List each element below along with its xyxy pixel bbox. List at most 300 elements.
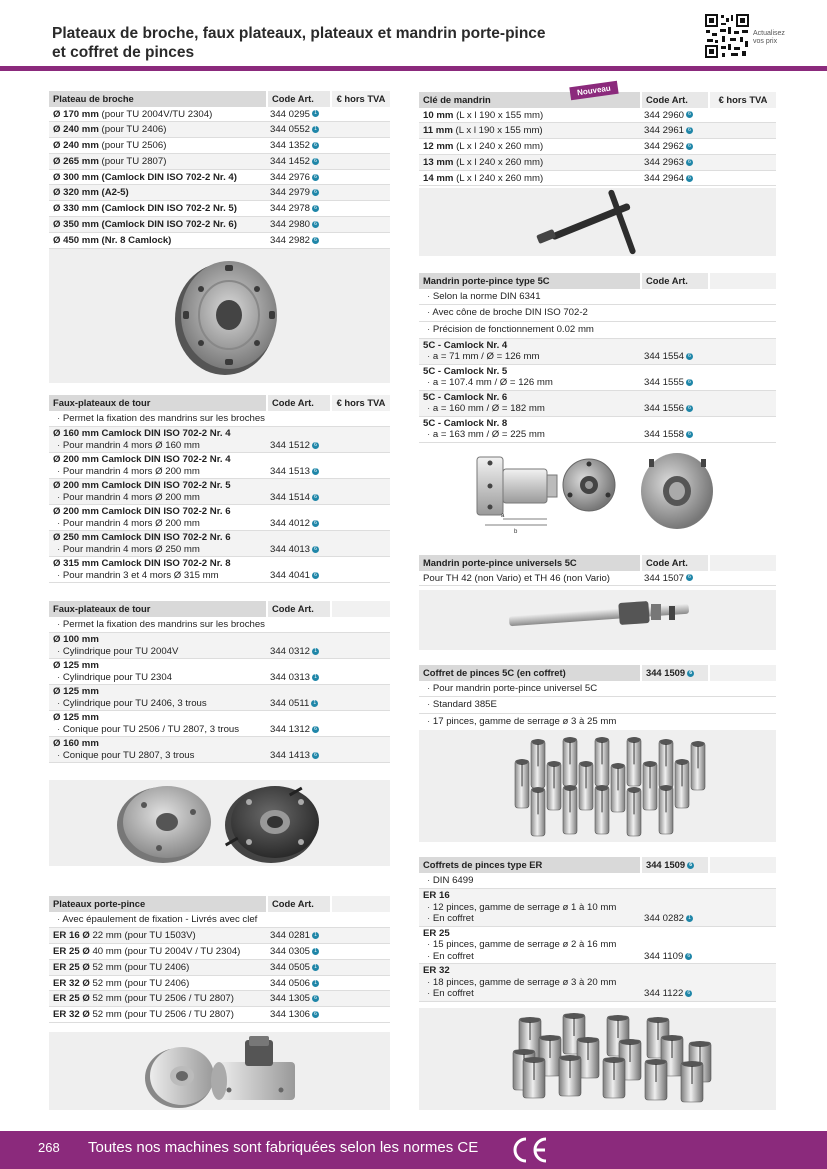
row-label bbox=[49, 233, 266, 248]
availability-dot-icon: 6 bbox=[312, 468, 319, 475]
table-row[interactable] bbox=[49, 531, 390, 557]
row-price bbox=[708, 890, 776, 925]
row-price bbox=[330, 558, 390, 581]
row-title: 5C - Camlock Nr. 5 bbox=[423, 365, 508, 377]
table-row[interactable] bbox=[49, 154, 390, 170]
table-row[interactable] bbox=[419, 873, 776, 890]
row-code bbox=[266, 724, 330, 736]
table-row[interactable] bbox=[49, 960, 390, 976]
row-label bbox=[49, 454, 266, 477]
row-detail: (L x l 190 x 155 mm) bbox=[452, 125, 543, 137]
article-code: 344 1413 bbox=[270, 749, 311, 761]
plateaux-porte-pince-table bbox=[49, 896, 390, 1023]
row-code bbox=[640, 429, 708, 441]
coffret-er-table bbox=[419, 857, 776, 1002]
plateau-table bbox=[49, 91, 390, 249]
row-price bbox=[330, 944, 390, 959]
article-code: 344 4041 bbox=[270, 569, 311, 581]
note-text: · Avec épaulement de fixation - Livrés avec clef bbox=[53, 914, 257, 925]
article-code: 344 0295 bbox=[270, 108, 311, 120]
cle-mandrin-table bbox=[419, 92, 776, 186]
availability-dot-icon: 1 bbox=[686, 915, 693, 922]
article-code: 344 1509 bbox=[646, 667, 686, 678]
row-label bbox=[49, 428, 266, 451]
table-row[interactable] bbox=[49, 427, 390, 453]
row-title: Ø 100 mm bbox=[53, 634, 99, 646]
row-price bbox=[708, 322, 776, 338]
article-code: 344 0312 bbox=[270, 645, 311, 657]
row-price bbox=[330, 617, 390, 633]
collets-er-icon bbox=[419, 1008, 776, 1110]
table-row[interactable] bbox=[419, 155, 776, 171]
table-row[interactable] bbox=[49, 685, 390, 711]
table-row[interactable] bbox=[419, 339, 776, 365]
row-code bbox=[266, 912, 330, 928]
article-code: 344 1512 bbox=[270, 439, 311, 451]
row-price bbox=[330, 1007, 390, 1022]
page-title bbox=[52, 24, 662, 62]
faceplate-pair-icon bbox=[49, 780, 390, 866]
note-text: · Précision de fonctionnement 0.02 mm bbox=[423, 324, 594, 335]
table-header bbox=[419, 555, 776, 571]
plateau-image bbox=[49, 249, 390, 383]
row-label bbox=[49, 185, 266, 200]
row-price bbox=[708, 418, 776, 441]
row-price bbox=[708, 681, 776, 697]
article-code: 344 2960 bbox=[644, 109, 685, 121]
row-title: Ø 240 mm bbox=[53, 124, 99, 136]
table-row[interactable] bbox=[419, 108, 776, 124]
availability-dot-icon: 6 bbox=[312, 520, 319, 527]
row-detail: · Cylindrique pour TU 2004V bbox=[53, 646, 266, 658]
header-code: Code Art. bbox=[266, 601, 330, 617]
row-code bbox=[266, 750, 330, 762]
row-price bbox=[330, 712, 390, 735]
table-row[interactable] bbox=[49, 122, 390, 138]
availability-dot-icon: 6 bbox=[685, 990, 692, 997]
availability-dot-icon: 6 bbox=[686, 127, 693, 134]
table-row[interactable] bbox=[49, 912, 390, 929]
header-code: Code Art. bbox=[266, 91, 330, 107]
row-detail: · Cylindrique pour TU 2304 bbox=[53, 672, 266, 684]
row-price bbox=[330, 506, 390, 529]
row-label bbox=[49, 660, 266, 683]
row-code bbox=[266, 154, 330, 169]
row-code bbox=[640, 139, 708, 154]
row-title: Ø 320 mm (A2-5) bbox=[53, 187, 129, 199]
row-title: 5C - Camlock Nr. 4 bbox=[423, 339, 508, 351]
row-title: 5C - Camlock Nr. 6 bbox=[423, 391, 508, 403]
table-row[interactable] bbox=[49, 737, 390, 763]
row-code bbox=[266, 570, 330, 582]
row-title: Ø 200 mm Camlock DIN ISO 702-2 Nr. 6 bbox=[53, 506, 231, 518]
row-title: 13 mm bbox=[423, 156, 454, 168]
row-price bbox=[330, 428, 390, 451]
collet bbox=[595, 785, 609, 834]
row-code bbox=[266, 518, 330, 530]
header-label: Plateau de broche bbox=[53, 93, 134, 104]
note-text: · DIN 6499 bbox=[423, 875, 473, 886]
collet bbox=[691, 741, 705, 790]
table-row[interactable] bbox=[49, 505, 390, 531]
table-row[interactable] bbox=[419, 927, 776, 965]
table-header bbox=[419, 273, 776, 289]
qr-note-line-2: vos prix bbox=[753, 38, 778, 45]
row-price bbox=[330, 660, 390, 683]
collet bbox=[659, 785, 673, 834]
row-title: ER 32 Ø bbox=[53, 1009, 90, 1021]
row-label bbox=[419, 418, 640, 441]
qr-code-icon[interactable] bbox=[704, 13, 750, 59]
row-code bbox=[266, 698, 330, 710]
table-row[interactable] bbox=[49, 201, 390, 217]
row-title: Ø 200 mm Camlock DIN ISO 702-2 Nr. 5 bbox=[53, 480, 231, 492]
row-price bbox=[330, 154, 390, 169]
collet bbox=[627, 737, 641, 786]
availability-dot-icon: 1 bbox=[311, 700, 318, 707]
table-row[interactable] bbox=[419, 417, 776, 443]
row-code bbox=[266, 928, 330, 943]
article-code: 344 2964 bbox=[644, 172, 685, 184]
availability-dot-icon: 6 bbox=[312, 572, 319, 579]
row-label bbox=[49, 122, 266, 137]
row-detail: · En coffret bbox=[423, 913, 640, 925]
row-detail: · Pour mandrin 4 mors Ø 160 mm bbox=[53, 440, 266, 452]
article-code: 344 1514 bbox=[270, 491, 311, 503]
row-label bbox=[49, 738, 266, 761]
row-detail: · Cylindrique pour TU 2406, 3 trous bbox=[53, 698, 266, 710]
row-detail: 52 mm (pour TU 2406) bbox=[89, 961, 190, 973]
row-price bbox=[330, 686, 390, 709]
header-label: Faux-plateaux de tour bbox=[53, 603, 151, 614]
row-detail: · 12 pinces, gamme de serrage ø 1 à 10 mm bbox=[423, 902, 640, 914]
availability-dot-icon: 1 bbox=[312, 674, 319, 681]
header-code: Code Art. bbox=[640, 92, 708, 108]
row-label bbox=[419, 139, 640, 154]
table-row[interactable] bbox=[419, 305, 776, 322]
row-code bbox=[640, 681, 708, 697]
row-title: ER 32 Ø bbox=[53, 977, 90, 989]
article-code: 344 1507 bbox=[644, 572, 685, 584]
availability-dot-icon: 6 bbox=[685, 953, 692, 960]
header-price bbox=[708, 273, 776, 289]
row-title: Ø 170 mm bbox=[53, 108, 99, 120]
row-code bbox=[640, 351, 708, 363]
cle-image bbox=[419, 188, 776, 256]
availability-dot-icon: 6 bbox=[312, 221, 319, 228]
collet bbox=[627, 787, 641, 836]
row-title: Ø 250 mm Camlock DIN ISO 702-2 Nr. 6 bbox=[53, 532, 231, 544]
header-price bbox=[330, 601, 390, 617]
row-title: Ø 315 mm Camlock DIN ISO 702-2 Nr. 8 bbox=[53, 558, 231, 570]
row-label bbox=[49, 532, 266, 555]
availability-dot-icon: 6 bbox=[686, 431, 693, 438]
row-detail: · Pour mandrin 4 mors Ø 200 mm bbox=[53, 466, 266, 478]
row-code bbox=[266, 617, 330, 633]
row-detail: (L x l 240 x 260 mm) bbox=[453, 156, 544, 168]
faux-plateaux-image bbox=[49, 780, 390, 866]
article-code: 344 2962 bbox=[644, 141, 685, 153]
row-title: Ø 350 mm (Camlock DIN ISO 702-2 Nr. 6) bbox=[53, 219, 237, 231]
row-detail: · Conique pour TU 2506 / TU 2807, 3 trous bbox=[53, 724, 266, 736]
row-price bbox=[708, 571, 776, 586]
table-row[interactable] bbox=[49, 479, 390, 505]
row-label bbox=[49, 558, 266, 581]
dim-a-label: a bbox=[501, 513, 505, 519]
article-code: 344 1109 bbox=[644, 950, 684, 962]
row-label bbox=[49, 991, 266, 1006]
header-label: Clé de mandrin bbox=[423, 94, 491, 105]
article-code: 344 1312 bbox=[270, 723, 311, 735]
collets-5c-icon bbox=[419, 730, 776, 842]
collet bbox=[563, 785, 577, 834]
row-price bbox=[330, 991, 390, 1006]
table-row[interactable] bbox=[49, 659, 390, 685]
row-label bbox=[49, 154, 266, 169]
row-code bbox=[640, 305, 708, 321]
row-code bbox=[266, 185, 330, 200]
table-row[interactable] bbox=[49, 944, 390, 960]
row-detail: · Pour mandrin 4 mors Ø 200 mm bbox=[53, 518, 266, 530]
availability-dot-icon: 1 bbox=[312, 648, 319, 655]
table-row[interactable] bbox=[49, 217, 390, 233]
row-label bbox=[49, 201, 266, 216]
table-row[interactable] bbox=[49, 185, 390, 201]
row-label bbox=[419, 714, 640, 730]
row-detail: 52 mm (pour TU 2406) bbox=[89, 977, 190, 989]
row-price bbox=[708, 965, 776, 1000]
article-code: 344 4013 bbox=[270, 543, 311, 555]
row-code bbox=[640, 697, 708, 713]
row-label bbox=[419, 571, 640, 586]
table-row[interactable] bbox=[419, 365, 776, 391]
qr-note-line-1: Actualisez bbox=[753, 30, 785, 37]
table-row[interactable] bbox=[49, 170, 390, 186]
row-title: ER 25 Ø bbox=[53, 961, 90, 973]
chuck-key-icon bbox=[419, 188, 776, 256]
note-text: · Pour mandrin porte-pince universel 5C bbox=[423, 683, 597, 694]
row-code bbox=[640, 951, 708, 963]
table-row[interactable] bbox=[419, 171, 776, 187]
collet bbox=[643, 761, 657, 810]
header-price bbox=[708, 857, 776, 873]
table-row[interactable] bbox=[49, 617, 390, 634]
note-text: · 17 pinces, gamme de serrage ø 3 à 25 mm bbox=[423, 716, 616, 727]
availability-dot-icon: 6 bbox=[686, 405, 693, 412]
collet bbox=[611, 763, 625, 812]
availability-dot-icon: 6 bbox=[312, 158, 319, 165]
row-code bbox=[266, 976, 330, 991]
row-price bbox=[708, 123, 776, 138]
footer-text: Toutes nos machines sont fabriquées selon les normes CE bbox=[88, 1139, 479, 1156]
row-code bbox=[640, 155, 708, 170]
collet bbox=[547, 761, 561, 810]
row-code bbox=[640, 571, 708, 586]
availability-dot-icon: 1 bbox=[312, 932, 319, 939]
article-code: 344 1558 bbox=[644, 429, 685, 441]
table-row[interactable] bbox=[419, 289, 776, 306]
header-label: Plateaux porte-pince bbox=[53, 898, 146, 909]
table-row[interactable] bbox=[49, 928, 390, 944]
row-detail: · 18 pinces, gamme de serrage ø 3 à 20 mm bbox=[423, 977, 640, 989]
row-detail: · Pour mandrin 4 mors Ø 200 mm bbox=[53, 492, 266, 504]
row-detail: · a = 163 mm / Ø = 225 mm bbox=[423, 429, 640, 441]
row-label bbox=[419, 681, 640, 697]
collet bbox=[595, 737, 609, 786]
availability-dot-icon: 6 bbox=[686, 175, 693, 182]
row-price bbox=[330, 122, 390, 137]
availability-dot-icon: 1 bbox=[312, 110, 319, 117]
article-code: 344 1509 bbox=[646, 859, 686, 870]
article-code: 344 0552 bbox=[270, 124, 311, 136]
table-row[interactable] bbox=[419, 697, 776, 714]
row-label bbox=[419, 965, 640, 1000]
row-title: ER 25 Ø bbox=[53, 993, 90, 1005]
note-text: · Selon la norme DIN 6341 bbox=[423, 291, 541, 302]
row-label bbox=[419, 108, 640, 123]
collet bbox=[523, 1057, 545, 1098]
row-title: Ø 240 mm bbox=[53, 140, 99, 152]
article-code: 344 1352 bbox=[270, 140, 311, 152]
row-title: Ø 160 mm bbox=[53, 738, 99, 750]
row-detail: (L x l 190 x 155 mm) bbox=[453, 109, 544, 121]
header-code: Code Art. bbox=[640, 555, 708, 571]
table-row[interactable] bbox=[49, 991, 390, 1007]
row-code bbox=[640, 913, 708, 925]
row-code bbox=[266, 107, 330, 122]
row-price bbox=[708, 171, 776, 186]
collet bbox=[603, 1057, 625, 1098]
note-text: · Permet la fixation des mandrins sur les broches bbox=[53, 413, 265, 424]
row-code bbox=[640, 289, 708, 305]
collet bbox=[531, 787, 545, 836]
row-detail: (L x l 240 x 260 mm) bbox=[453, 172, 544, 184]
row-price bbox=[708, 108, 776, 123]
row-code bbox=[266, 492, 330, 504]
row-label bbox=[419, 305, 640, 321]
row-label bbox=[49, 617, 266, 633]
row-price bbox=[708, 928, 776, 963]
article-code: 344 2976 bbox=[270, 171, 311, 183]
page-footer bbox=[0, 1131, 827, 1169]
row-title: Ø 125 mm bbox=[53, 660, 99, 672]
row-title: 12 mm bbox=[423, 141, 454, 153]
availability-dot-icon: 6 bbox=[312, 1011, 319, 1018]
table-row[interactable] bbox=[419, 571, 776, 587]
table-row[interactable] bbox=[49, 107, 390, 123]
header-label: Coffrets de pinces type ER bbox=[423, 859, 543, 870]
table-row[interactable] bbox=[49, 453, 390, 479]
table-header bbox=[419, 857, 776, 873]
table-row[interactable] bbox=[49, 711, 390, 737]
note-text: · Permet la fixation des mandrins sur les broches bbox=[53, 619, 265, 630]
row-label bbox=[49, 634, 266, 657]
row-label bbox=[419, 123, 640, 138]
row-label bbox=[49, 976, 266, 991]
table-row[interactable] bbox=[49, 976, 390, 992]
row-label bbox=[419, 289, 640, 305]
header-label: Mandrin porte-pince type 5C bbox=[423, 275, 550, 286]
availability-dot-icon: 6 bbox=[312, 174, 319, 181]
header-bar bbox=[0, 66, 827, 71]
row-label bbox=[49, 944, 266, 959]
collet bbox=[579, 761, 593, 810]
table-row[interactable] bbox=[49, 233, 390, 249]
availability-dot-icon: 6 bbox=[312, 752, 319, 759]
table-row[interactable] bbox=[419, 139, 776, 155]
collet bbox=[531, 739, 545, 788]
row-label bbox=[49, 138, 266, 153]
row-label bbox=[49, 1007, 266, 1022]
row-price bbox=[708, 289, 776, 305]
row-price bbox=[330, 107, 390, 122]
row-label bbox=[419, 928, 640, 963]
row-detail: (pour TU 2004V/TU 2304) bbox=[98, 108, 213, 120]
article-code: 344 4012 bbox=[270, 517, 311, 529]
table-row[interactable] bbox=[49, 411, 390, 428]
header-price bbox=[708, 555, 776, 571]
row-price bbox=[330, 411, 390, 427]
table-row[interactable] bbox=[419, 123, 776, 139]
header-price bbox=[330, 896, 390, 912]
title-line-1: Plateaux de broche, faux plateaux, plateaux et mandrin porte-pince bbox=[52, 25, 546, 42]
availability-dot-icon: 6 bbox=[312, 205, 319, 212]
row-title: 14 mm bbox=[423, 172, 454, 184]
row-detail: 22 mm (pour TU 1503V) bbox=[89, 930, 196, 942]
availability-dot-icon: 6 bbox=[686, 111, 693, 118]
row-label bbox=[49, 912, 266, 928]
row-code bbox=[266, 960, 330, 975]
row-title: ER 32 bbox=[423, 965, 450, 977]
row-price bbox=[330, 634, 390, 657]
row-code bbox=[266, 170, 330, 185]
table-row[interactable] bbox=[49, 138, 390, 154]
table-row[interactable] bbox=[49, 1007, 390, 1023]
row-detail: 40 mm (pour TU 2004V / TU 2304) bbox=[89, 946, 241, 958]
table-row[interactable] bbox=[419, 889, 776, 927]
title-line-2: et coffret de pinces bbox=[52, 44, 195, 61]
collet bbox=[515, 759, 529, 808]
row-detail: · Conique pour TU 2807, 3 trous bbox=[53, 750, 266, 762]
collet bbox=[559, 1055, 581, 1096]
row-title: ER 16 Ø bbox=[53, 930, 90, 942]
row-label bbox=[419, 890, 640, 925]
article-code: 344 2979 bbox=[270, 187, 311, 199]
table-header bbox=[49, 395, 390, 411]
article-code: 344 1513 bbox=[270, 465, 311, 477]
row-code bbox=[640, 403, 708, 415]
table-row[interactable] bbox=[49, 633, 390, 659]
row-price bbox=[708, 366, 776, 389]
row-code bbox=[266, 646, 330, 658]
availability-dot-icon: 6 bbox=[312, 995, 319, 1002]
row-price bbox=[330, 480, 390, 503]
collet-chuck-universal-icon bbox=[419, 590, 776, 650]
row-label bbox=[49, 480, 266, 503]
table-row[interactable] bbox=[419, 322, 776, 339]
table-header bbox=[49, 601, 390, 617]
row-detail: (pour TU 2406) bbox=[98, 124, 167, 136]
article-code: 344 0281 bbox=[270, 930, 311, 942]
table-row[interactable] bbox=[419, 964, 776, 1002]
table-row[interactable] bbox=[49, 557, 390, 583]
row-code bbox=[266, 466, 330, 478]
table-row[interactable] bbox=[419, 714, 776, 731]
table-row[interactable] bbox=[419, 391, 776, 417]
table-row[interactable] bbox=[419, 681, 776, 698]
row-price bbox=[708, 697, 776, 713]
row-price bbox=[330, 201, 390, 216]
